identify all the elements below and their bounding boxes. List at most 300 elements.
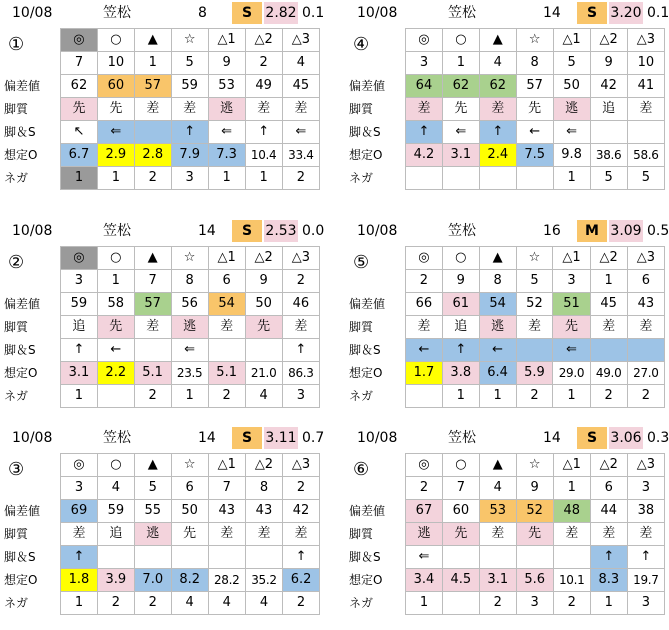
grid-cell: 6.2	[283, 569, 320, 592]
grid-cell: 1	[61, 592, 98, 615]
grid-cell: 10	[97, 52, 134, 75]
grid-cell: 2	[590, 385, 627, 408]
grid-cell: △3	[283, 454, 320, 477]
extra-value: 0.1	[647, 5, 669, 21]
grid-cell: 7.0	[134, 569, 171, 592]
grid-cell: △1	[553, 454, 590, 477]
race-header	[345, 427, 669, 449]
row-label: ネガ	[349, 596, 374, 610]
extra-value: 0.1	[302, 5, 325, 21]
race-number: ②	[8, 252, 25, 273]
grid-cell	[134, 546, 171, 569]
race-date: 10/08	[357, 223, 398, 239]
expected-odds-row	[61, 569, 320, 592]
grid-cell: 3	[171, 167, 208, 190]
race-block	[345, 425, 669, 630]
grid-cell: ◎	[406, 29, 443, 52]
mark-row	[61, 29, 320, 52]
grid-cell: ☆	[516, 454, 553, 477]
grid-cell: 5	[171, 52, 208, 75]
grid-cell: 先	[442, 523, 479, 546]
row-label: 偏差値	[349, 297, 386, 311]
grid-cell: 48	[553, 500, 590, 523]
grid-cell: 2	[627, 385, 664, 408]
row-label: ネガ	[4, 171, 29, 185]
index-value: 3.20	[609, 2, 643, 24]
row-label: 想定O	[349, 573, 383, 587]
grid-cell: 2	[134, 592, 171, 615]
grid-cell: 4	[208, 592, 245, 615]
mark-row	[61, 247, 320, 270]
grid-cell: 19.7	[627, 569, 664, 592]
grid-cell: 差	[406, 98, 443, 121]
grid-cell: ↑	[627, 546, 664, 569]
position-speed-row	[61, 121, 320, 144]
race-header	[0, 427, 325, 449]
grid-cell	[442, 167, 479, 190]
grid-cell: 1	[97, 270, 134, 293]
grid-cell: ↑	[479, 121, 516, 144]
grid-cell: ○	[97, 454, 134, 477]
grid-cell: 4.5	[442, 569, 479, 592]
row-label: 偏差値	[4, 79, 41, 93]
grid-cell: 60	[97, 75, 134, 98]
grid-cell: 先	[245, 316, 282, 339]
running-style-row	[61, 523, 320, 546]
grid-cell: 2	[134, 385, 171, 408]
grid-cell	[245, 546, 282, 569]
grid-cell	[442, 592, 479, 615]
grid-cell: △1	[208, 29, 245, 52]
grid-cell: 3	[553, 270, 590, 293]
grid-cell: ↖	[61, 121, 98, 144]
grid-cell: ▲	[134, 29, 171, 52]
grid-cell: 1	[479, 385, 516, 408]
grid-cell: 57	[134, 75, 171, 98]
grid-cell: ←	[406, 339, 443, 362]
grid-cell: 2.9	[97, 144, 134, 167]
grid-cell: 3	[406, 52, 443, 75]
grid-cell	[590, 121, 627, 144]
grade-badge: S	[232, 427, 262, 449]
grid-cell: ☆	[171, 454, 208, 477]
course-name: 笠松	[448, 5, 476, 21]
grid-cell: 4	[479, 477, 516, 500]
row-label: 想定O	[4, 573, 38, 587]
row-label: 脚＆S	[349, 550, 381, 564]
grid-cell: 1.8	[61, 569, 98, 592]
grid-cell: 7	[442, 477, 479, 500]
grid-cell: △2	[245, 247, 282, 270]
grid-cell: 1	[442, 52, 479, 75]
deviation-score-row	[61, 293, 320, 316]
expected-odds-row	[61, 362, 320, 385]
row-label: 偏差値	[349, 504, 386, 518]
grid-cell: 62	[479, 75, 516, 98]
grid-cell: 57	[134, 293, 171, 316]
position-speed-row	[406, 121, 665, 144]
grid-cell: 差	[590, 523, 627, 546]
grid-cell: ◎	[61, 29, 98, 52]
runner-count: 14	[543, 430, 561, 446]
grid-cell: 2	[553, 592, 590, 615]
grid-cell: 2.2	[97, 362, 134, 385]
grid-cell: ☆	[171, 247, 208, 270]
grid-cell: 差	[553, 523, 590, 546]
grid-cell: 4	[245, 385, 282, 408]
grid-cell: 逃	[208, 98, 245, 121]
grid-cell: 1	[553, 385, 590, 408]
grid-cell: 追	[442, 316, 479, 339]
grid-cell: 46	[282, 293, 319, 316]
grid-cell: 5	[516, 270, 553, 293]
grid-cell: ↑	[245, 121, 282, 144]
running-style-row	[406, 316, 665, 339]
grid-cell: 66	[406, 293, 443, 316]
row-label: 脚質	[349, 527, 374, 541]
grid-cell	[553, 546, 590, 569]
row-label: 脚＆S	[4, 343, 36, 357]
grid-cell: 3	[627, 477, 664, 500]
prediction-grid	[405, 28, 665, 190]
running-style-row	[406, 98, 665, 121]
grid-cell: 21.0	[245, 362, 282, 385]
grid-cell: 差	[406, 316, 443, 339]
grid-cell: 23.5	[171, 362, 208, 385]
grid-cell: 1	[61, 385, 98, 408]
row-label: 脚＆S	[4, 550, 36, 564]
grid-cell: 7.9	[171, 144, 208, 167]
grid-cell: 9	[208, 52, 245, 75]
grid-cell: 67	[406, 500, 443, 523]
grid-cell: 29.0	[553, 362, 590, 385]
grid-cell	[134, 339, 171, 362]
mark-row	[61, 454, 320, 477]
grid-cell: △1	[208, 454, 245, 477]
grid-cell	[208, 546, 245, 569]
grid-cell: 55	[134, 500, 171, 523]
grid-cell: 7	[208, 477, 245, 500]
grid-cell: 4	[245, 592, 282, 615]
grid-cell: 1	[442, 385, 479, 408]
race-number: ③	[8, 459, 25, 480]
grid-cell: ◎	[406, 247, 443, 270]
grid-cell	[627, 121, 664, 144]
course-name: 笠松	[103, 223, 131, 239]
mark-row	[406, 247, 665, 270]
grid-cell: 3	[516, 592, 553, 615]
grid-cell: △1	[553, 29, 590, 52]
prediction-grid	[60, 28, 320, 190]
grid-cell: 先	[516, 98, 553, 121]
grid-cell: ←	[516, 121, 553, 144]
grid-cell: △3	[282, 247, 319, 270]
negative-row	[61, 385, 320, 408]
index-value: 2.53	[264, 220, 298, 242]
grid-cell: 先	[516, 523, 553, 546]
grid-cell: 44	[590, 500, 627, 523]
row-label: 偏差値	[4, 297, 41, 311]
grid-cell: 6	[171, 477, 208, 500]
grid-cell: 差	[208, 316, 245, 339]
runner-count: 14	[198, 430, 216, 446]
running-style-row	[61, 316, 320, 339]
grid-cell: 差	[283, 523, 320, 546]
row-label: 想定O	[349, 148, 383, 162]
grid-cell: 差	[171, 98, 208, 121]
grid-cell: ○	[442, 247, 479, 270]
race-block	[0, 218, 325, 423]
grid-cell: 2	[516, 385, 553, 408]
grid-cell: 52	[516, 293, 553, 316]
runner-count: 16	[543, 223, 561, 239]
grid-cell	[406, 385, 443, 408]
grid-cell: ⇐	[553, 339, 590, 362]
row-label: 脚＆S	[349, 125, 381, 139]
grid-cell: 38.6	[590, 144, 627, 167]
grid-cell: 逃	[134, 523, 171, 546]
grid-cell: 9	[590, 52, 627, 75]
grid-cell: 差	[479, 523, 516, 546]
row-label: 脚＆S	[4, 125, 36, 139]
horse-number-row	[61, 477, 320, 500]
grid-cell: 2	[282, 270, 319, 293]
grid-cell: 6.4	[479, 362, 516, 385]
grid-cell: 8	[516, 52, 553, 75]
grid-cell: ↑	[590, 546, 627, 569]
grid-cell: 2	[134, 167, 171, 190]
grid-cell: 52	[516, 500, 553, 523]
grid-cell: 8.2	[171, 569, 208, 592]
race-block	[0, 425, 325, 630]
negative-row	[406, 167, 665, 190]
runner-count: 14	[543, 5, 561, 21]
grid-cell: 逃	[553, 98, 590, 121]
grid-cell: 差	[627, 523, 664, 546]
race-date: 10/08	[12, 223, 53, 239]
grid-cell: 5.1	[134, 362, 171, 385]
grid-cell: 差	[245, 98, 282, 121]
grid-cell: 3.1	[442, 144, 479, 167]
grid-cell: 8	[245, 477, 282, 500]
grid-cell: 先	[553, 316, 590, 339]
grid-cell: 1	[134, 52, 171, 75]
grid-cell: 43	[208, 500, 245, 523]
grid-cell: △2	[590, 247, 627, 270]
grid-cell: ▲	[479, 454, 516, 477]
grid-cell: 69	[61, 500, 98, 523]
grid-cell: ▲	[134, 247, 171, 270]
grid-cell: ⇐	[442, 121, 479, 144]
grid-cell: 9	[245, 270, 282, 293]
course-name: 笠松	[103, 5, 131, 21]
expected-odds-row	[406, 362, 665, 385]
grid-cell: 7.5	[516, 144, 553, 167]
grid-cell: 42	[283, 500, 320, 523]
grid-cell: ↑	[282, 339, 319, 362]
deviation-score-row	[406, 293, 665, 316]
grid-cell: 1	[590, 270, 627, 293]
negative-row	[406, 592, 665, 615]
horse-number-row	[61, 52, 320, 75]
grid-cell: 差	[516, 316, 553, 339]
grid-cell	[245, 339, 282, 362]
race-block	[0, 0, 325, 205]
grid-cell: 62	[61, 75, 98, 98]
grid-cell: 逃	[406, 523, 443, 546]
row-label: 脚質	[4, 320, 29, 334]
grid-cell: ←	[479, 339, 516, 362]
grid-cell: 45	[590, 293, 627, 316]
grid-cell: △1	[208, 247, 245, 270]
grid-cell: 86.3	[282, 362, 319, 385]
grid-cell: 差	[208, 523, 245, 546]
grid-cell	[171, 546, 208, 569]
deviation-score-row	[61, 500, 320, 523]
position-speed-row	[61, 546, 320, 569]
grade-badge: S	[577, 2, 607, 24]
grid-cell: 9	[516, 477, 553, 500]
grid-cell: ◎	[61, 454, 98, 477]
running-style-row	[61, 98, 320, 121]
grid-cell	[516, 546, 553, 569]
grid-cell: 5	[627, 167, 664, 190]
grid-cell: 2	[479, 592, 516, 615]
grid-cell: 1	[208, 167, 245, 190]
race-header	[345, 2, 669, 24]
grid-cell: 2	[283, 592, 320, 615]
row-label: ネガ	[4, 596, 29, 610]
grid-cell	[516, 167, 553, 190]
grid-cell: 10.4	[245, 144, 282, 167]
grid-cell	[406, 167, 443, 190]
grid-cell: ○	[442, 29, 479, 52]
grid-cell: ○	[97, 247, 134, 270]
grid-cell: 3	[282, 385, 319, 408]
race-number: ①	[8, 34, 25, 55]
grid-cell: △2	[245, 29, 282, 52]
grid-cell: 7	[134, 270, 171, 293]
row-label: 脚質	[349, 320, 374, 334]
index-value: 2.82	[264, 2, 298, 24]
grid-cell: 差	[479, 98, 516, 121]
index-value: 3.06	[609, 427, 643, 449]
grid-cell: 62	[442, 75, 479, 98]
grid-cell: △3	[627, 29, 664, 52]
grid-cell: △3	[282, 29, 319, 52]
grid-cell: 2	[406, 270, 443, 293]
grid-cell: 51	[553, 293, 590, 316]
course-name: 笠松	[448, 223, 476, 239]
grid-cell: 43	[245, 500, 282, 523]
grid-cell: ⇐	[97, 121, 134, 144]
grid-cell: 先	[442, 98, 479, 121]
race-header	[0, 220, 325, 242]
grid-cell: 3	[61, 477, 98, 500]
expected-odds-row	[406, 144, 665, 167]
race-block	[345, 218, 669, 423]
horse-number-row	[61, 270, 320, 293]
grid-cell: 差	[61, 523, 98, 546]
grid-cell	[516, 339, 553, 362]
grid-cell: 59	[61, 293, 98, 316]
grid-cell: 2	[245, 52, 282, 75]
position-speed-row	[406, 546, 665, 569]
grid-cell: 64	[406, 75, 443, 98]
grid-cell: △1	[553, 247, 590, 270]
row-label: 偏差値	[349, 79, 386, 93]
prediction-grid	[60, 246, 320, 408]
grid-cell: 追	[61, 316, 98, 339]
grid-cell: ◎	[406, 454, 443, 477]
grid-cell: ↑	[61, 339, 98, 362]
grid-cell: 2	[406, 477, 443, 500]
grid-cell: 1	[97, 167, 134, 190]
grid-cell: ↑	[171, 121, 208, 144]
row-label: 脚＆S	[349, 343, 381, 357]
grid-cell: 58	[97, 293, 134, 316]
grid-cell: 35.2	[245, 569, 282, 592]
grid-cell: ↑	[61, 546, 98, 569]
grid-cell: 27.0	[627, 362, 664, 385]
runner-count: 14	[198, 223, 216, 239]
grid-cell: 2	[283, 477, 320, 500]
grid-cell: 先	[61, 98, 98, 121]
horse-number-row	[406, 270, 665, 293]
grid-cell: ↑	[442, 339, 479, 362]
grid-cell	[590, 339, 627, 362]
grid-cell: 10.1	[553, 569, 590, 592]
grid-cell: 59	[171, 75, 208, 98]
grid-cell: 10	[627, 52, 664, 75]
grid-cell: 5.1	[208, 362, 245, 385]
deviation-score-row	[406, 75, 665, 98]
grid-cell: 5	[590, 167, 627, 190]
position-speed-row	[406, 339, 665, 362]
race-number: ⑥	[353, 459, 370, 480]
grid-cell: 5.9	[516, 362, 553, 385]
grid-cell: 9.8	[553, 144, 590, 167]
prediction-grid	[405, 246, 665, 408]
grid-cell: 8.3	[590, 569, 627, 592]
grid-cell: 3.9	[97, 569, 134, 592]
race-date: 10/08	[357, 5, 398, 21]
grade-badge: M	[577, 220, 607, 242]
extra-value: 0.0	[302, 223, 325, 239]
grid-cell: △3	[627, 247, 664, 270]
position-speed-row	[61, 339, 320, 362]
grid-cell: 1	[406, 592, 443, 615]
horse-number-row	[406, 477, 665, 500]
grid-cell: 1	[245, 167, 282, 190]
grid-cell: 49.0	[590, 362, 627, 385]
extra-value: 0.5	[647, 223, 669, 239]
grid-cell: 9	[442, 270, 479, 293]
grid-cell: 56	[171, 293, 208, 316]
grid-cell: 8	[479, 270, 516, 293]
row-label: 想定O	[349, 366, 383, 380]
grid-cell: 42	[590, 75, 627, 98]
negative-row	[61, 592, 320, 615]
grid-cell: 28.2	[208, 569, 245, 592]
grid-cell: 先	[97, 316, 134, 339]
grid-cell	[208, 339, 245, 362]
grid-cell: 差	[282, 98, 319, 121]
grid-cell: 3.1	[61, 362, 98, 385]
grid-cell: ☆	[171, 29, 208, 52]
race-block	[345, 0, 669, 205]
grid-cell: 2	[282, 167, 319, 190]
